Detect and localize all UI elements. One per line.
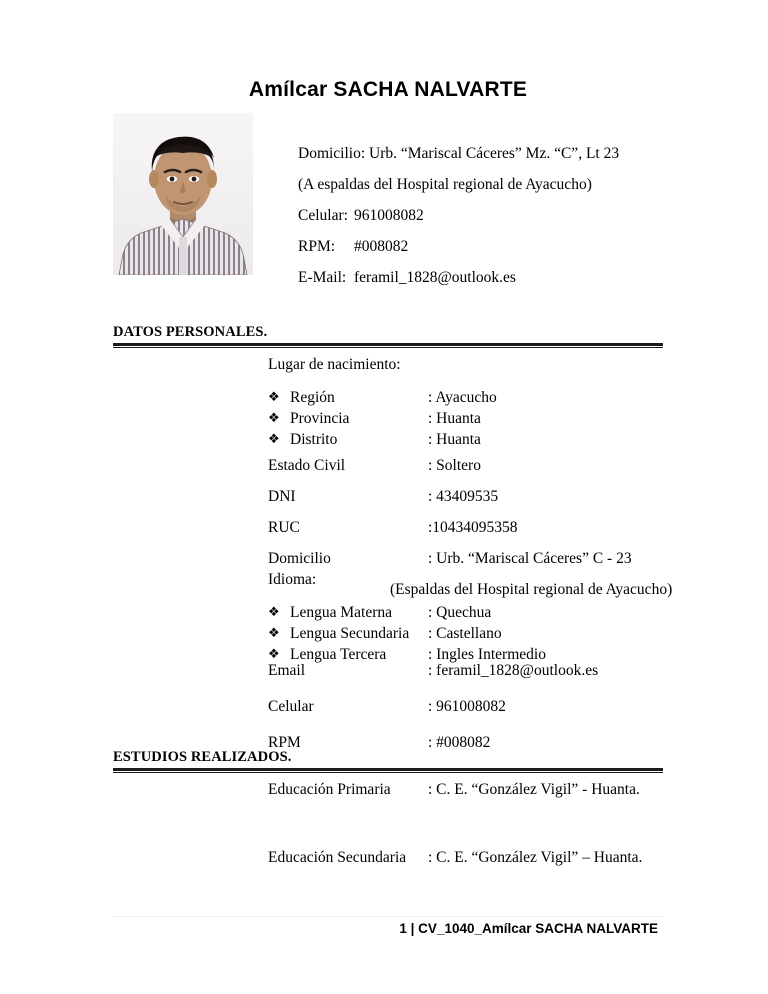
table-row: [268, 781, 642, 799]
table-row: [268, 481, 672, 512]
list-item: [268, 387, 497, 408]
language-list: [268, 602, 546, 665]
list-item-value: : Ayacucho: [428, 389, 497, 406]
list-item-label: Provincia: [290, 410, 350, 427]
section-rule-thin: [113, 772, 663, 773]
language-label: Idioma:: [268, 571, 317, 588]
diamond-bullet-icon: ❖: [268, 605, 280, 620]
diamond-bullet-icon: ❖: [268, 390, 280, 405]
row-value: : 961008082: [428, 698, 506, 715]
row-label: Estado Civil: [268, 457, 346, 474]
contact-address-note: (A espaldas del Hospital regional de Ayacucho): [298, 176, 592, 193]
list-item-value: : Huanta: [428, 431, 481, 448]
row-label: Domicilio: [268, 550, 331, 567]
contact-email-value: feramil_1828@outlook.es: [354, 269, 516, 286]
contact-email-label: E-Mail:: [298, 269, 347, 286]
diamond-bullet-icon: ❖: [268, 647, 280, 662]
section-rule-thin: [113, 347, 663, 348]
row-label: DNI: [268, 488, 296, 505]
personal-contact-block: [268, 658, 598, 755]
row-value: : Urb. “Mariscal Cáceres” C - 23: [428, 550, 632, 567]
diamond-bullet-icon: ❖: [268, 626, 280, 641]
list-item-label: Lengua Materna: [290, 604, 392, 621]
table-row: [268, 694, 598, 719]
contact-rpm-label: RPM:: [298, 238, 336, 255]
diamond-bullet-icon: ❖: [268, 432, 280, 447]
birthplace-block: [268, 355, 497, 450]
address-continuation: (Espaldas del Hospital regional de Ayacucho): [390, 581, 673, 598]
table-row: [268, 658, 598, 683]
list-item-label: Lengua Secundaria: [290, 625, 410, 642]
list-item-value: : Castellano: [428, 625, 502, 642]
row-label: RUC: [268, 519, 300, 536]
contact-phone-row: [298, 200, 619, 231]
row-value: : C. E. “González Vigil” – Huanta.: [428, 849, 643, 866]
list-item-label: Región: [290, 389, 335, 406]
table-row: [268, 450, 672, 481]
list-item-label: Lengua Tercera: [290, 646, 387, 663]
list-item: [268, 429, 497, 450]
footer-divider: [113, 916, 663, 917]
row-value: : C. E. “González Vigil” - Huanta.: [428, 781, 640, 798]
contact-phone-label: Celular:: [298, 207, 348, 224]
contact-email-row: [298, 262, 619, 293]
contact-rpm-value: #008082: [354, 238, 409, 255]
section-title: DATOS PERSONALES.: [113, 324, 268, 340]
footer-page-label: 1 | CV_1040_Amílcar SACHA NALVARTE: [399, 921, 658, 936]
row-label: Email: [268, 662, 306, 679]
language-block: [268, 570, 546, 665]
birthplace-list: [268, 387, 497, 450]
page-title: Amílcar SACHA NALVARTE: [248, 78, 528, 101]
list-item: [268, 623, 546, 644]
row-label: Educación Primaria: [268, 781, 391, 798]
row-value: : Soltero: [428, 457, 481, 474]
row-label: Celular: [268, 698, 314, 715]
row-value: :10434095358: [428, 519, 518, 536]
row-value: : 43409535: [428, 488, 499, 505]
table-row: [268, 849, 642, 867]
list-item: [268, 408, 497, 429]
list-item-label: Distrito: [290, 431, 338, 448]
diamond-bullet-icon: ❖: [268, 411, 280, 426]
section-heading-datos-personales: [113, 324, 663, 348]
list-item-value: : Ingles Intermedio: [428, 646, 546, 663]
portrait-photo-icon: [113, 113, 253, 275]
row-value: : #008082: [428, 734, 491, 751]
list-item: [268, 602, 546, 623]
avatar: [113, 113, 253, 275]
section-title: ESTUDIOS REALIZADOS.: [113, 749, 292, 765]
list-item-value: : Quechua: [428, 604, 492, 621]
contact-rpm-row: [298, 231, 619, 262]
row-value: : feramil_1828@outlook.es: [428, 662, 599, 679]
education-block: [268, 781, 642, 867]
contact-address: Domicilio: Urb. “Mariscal Cáceres” Mz. “C”, Lt 23: [298, 145, 620, 162]
list-item-value: : Huanta: [428, 410, 481, 427]
row-label: RPM: [268, 734, 301, 751]
section-heading-estudios-realizados: [113, 749, 663, 773]
birthplace-label: Lugar de nacimiento:: [268, 356, 401, 373]
contact-phone-value: 961008082: [354, 207, 424, 224]
row-label: Educación Secundaria: [268, 849, 407, 866]
contact-block: [298, 138, 619, 293]
table-row: [268, 512, 672, 543]
